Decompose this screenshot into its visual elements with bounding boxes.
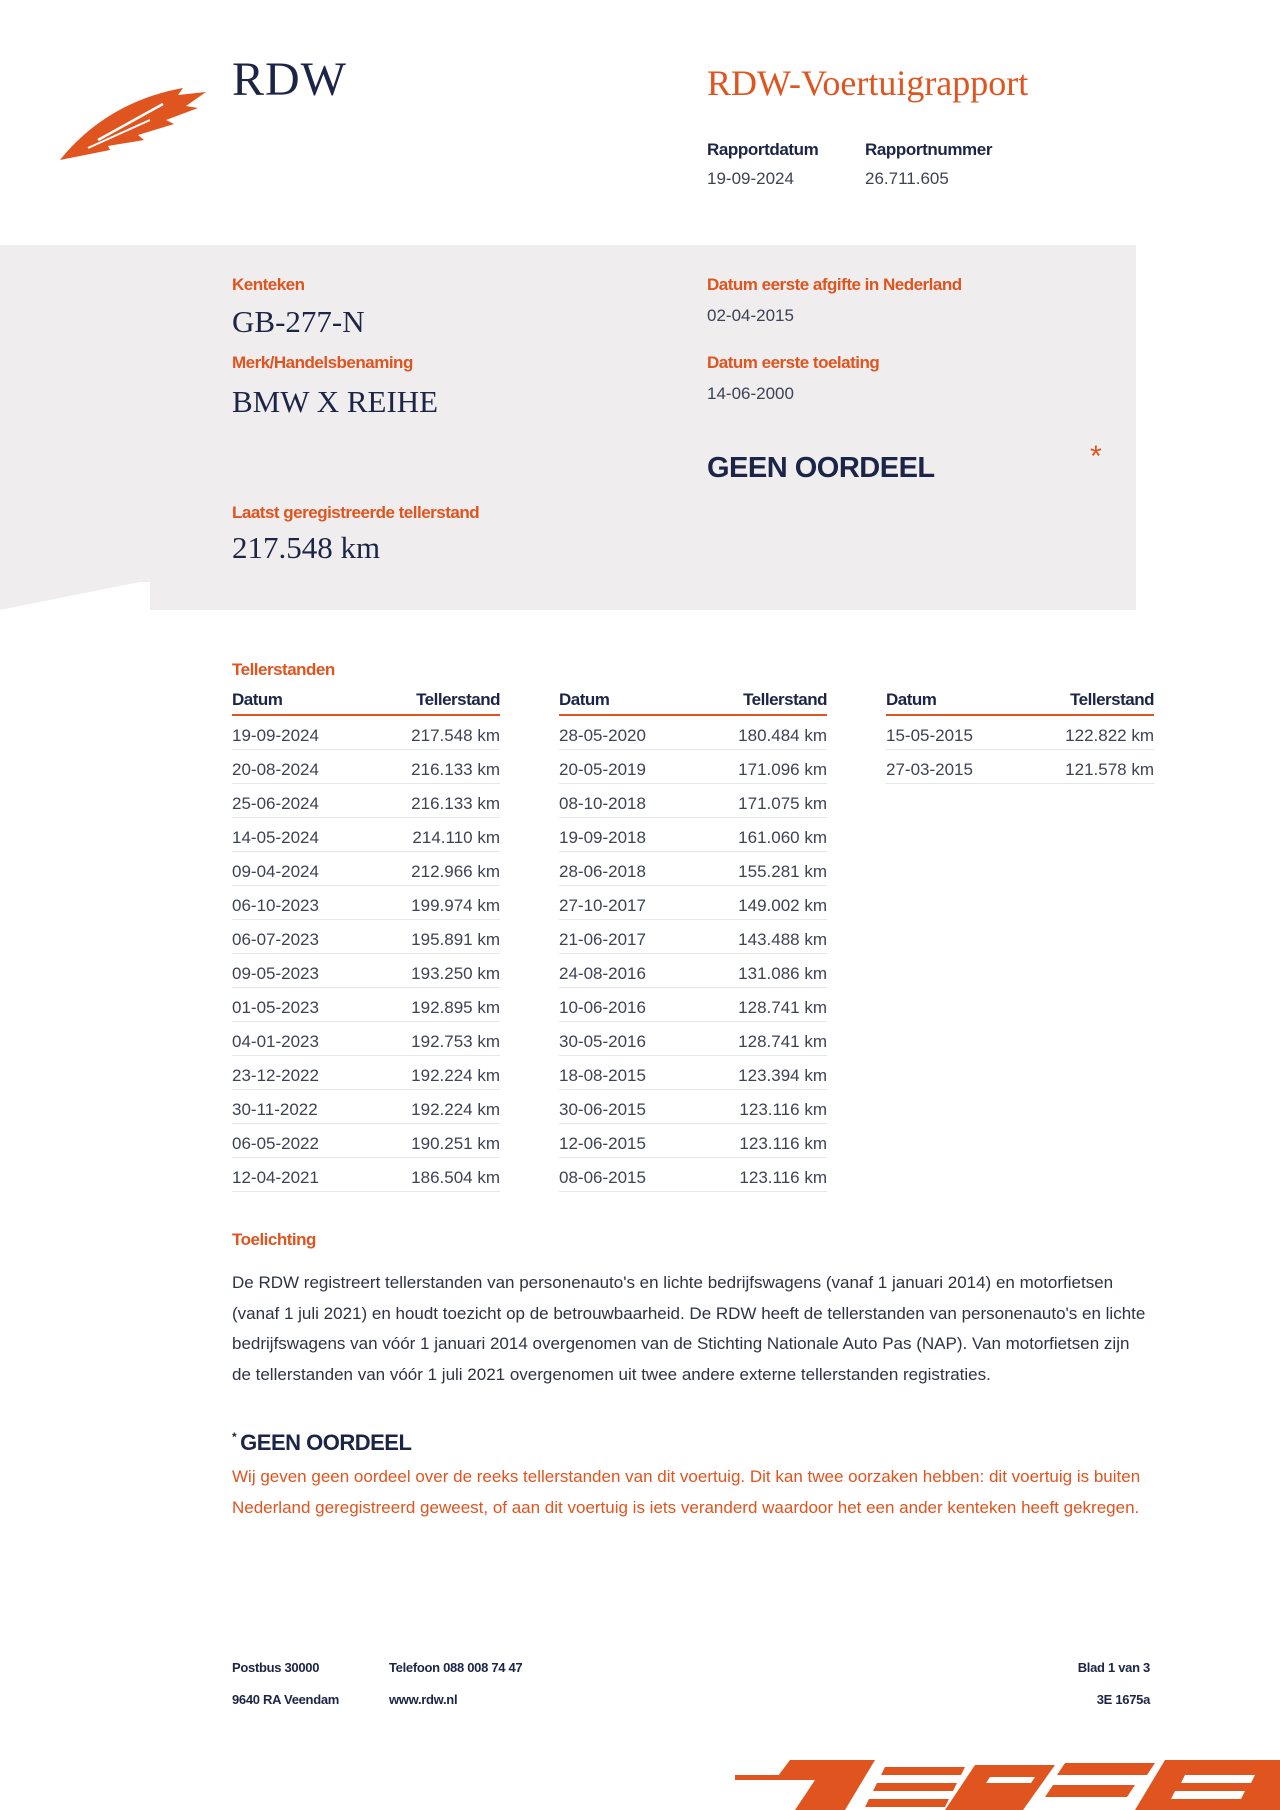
odometer-date: 06-10-2023 (232, 896, 319, 915)
table-row (559, 1124, 827, 1158)
odometer-km: 123.394 km (738, 1066, 827, 1085)
odometer-km: 216.133 km (411, 794, 500, 813)
table-row (232, 784, 500, 818)
table-row (559, 1022, 827, 1056)
odometer-date: 28-05-2020 (559, 726, 646, 745)
note-text: Wij geven geen oordeel over de reeks tellerstanden van dit voertuig. Dit kan twee oorzaken hebben: dit voertuig is buiten Nederland geregistreerd geweest, of aan dit voertuig is iets veranderd waardoor het een ander kenteken heeft gekregen. (232, 1467, 1141, 1517)
odometer-date: 25-06-2024 (232, 794, 319, 813)
odometer-table-2 (559, 690, 827, 1192)
table-row (559, 784, 827, 818)
rdw-logo-icon (58, 80, 208, 165)
table-row (886, 716, 1154, 750)
report-date: 19-09-2024 (707, 169, 794, 188)
table-row (232, 716, 500, 750)
col-km: Tellerstand (1070, 690, 1154, 709)
odometer-km: 128.741 km (738, 1032, 827, 1051)
col-date: Datum (232, 690, 283, 709)
odometer-date: 12-04-2021 (232, 1168, 319, 1187)
first-nl-label: Datum eerste afgifte in Nederland (707, 275, 962, 294)
brand-name: RDW (232, 53, 347, 106)
odometer-date: 19-09-2024 (232, 726, 319, 745)
odometer-km: 216.133 km (411, 760, 500, 779)
odometer-km: 199.974 km (411, 896, 500, 915)
odometer-km: 123.116 km (739, 1168, 827, 1187)
table-row (232, 954, 500, 988)
table-row (232, 1056, 500, 1090)
explanation-heading: Toelichting (232, 1230, 316, 1249)
footer-code: 3E 1675a (1096, 1692, 1150, 1707)
col-date: Datum (886, 690, 937, 709)
odometer-km: 214.110 km (412, 828, 500, 847)
odometer-km: 192.753 km (411, 1032, 500, 1051)
table-row (559, 920, 827, 954)
odometer-date: 23-12-2022 (232, 1066, 319, 1085)
odometer-date: 27-10-2017 (559, 896, 646, 915)
table-row (232, 1022, 500, 1056)
odometer-date: 19-09-2018 (559, 828, 646, 847)
odometer-date: 24-08-2016 (559, 964, 646, 983)
report-number-label: Rapportnummer (865, 140, 993, 159)
odometer-km: 186.504 km (411, 1168, 500, 1187)
footer-web: www.rdw.nl (389, 1692, 458, 1707)
plate-label: Kenteken (232, 275, 305, 294)
odometer-km: 123.116 km (739, 1100, 827, 1119)
odometer-km: 161.060 km (738, 828, 827, 847)
odometer-km: 131.086 km (738, 964, 827, 983)
table-row (232, 886, 500, 920)
table-header (559, 690, 827, 716)
first-admission-label: Datum eerste toelating (707, 353, 880, 372)
verdict-star: * (1090, 440, 1102, 473)
odometer-km: 193.250 km (411, 964, 500, 983)
odometer-km: 192.224 km (411, 1066, 500, 1085)
report-date-label: Rapportdatum (707, 140, 819, 159)
odometer-date: 20-08-2024 (232, 760, 319, 779)
plate-value: GB-277-N (232, 304, 365, 339)
odometer-date: 12-06-2015 (559, 1134, 646, 1153)
report-title: RDW-Voertuigrapport (707, 63, 1029, 103)
table-row (232, 1124, 500, 1158)
note-title-text: GEEN OORDEEL (240, 1430, 412, 1455)
odometer-km: 121.578 km (1065, 760, 1154, 779)
odometer-table-3 (886, 690, 1154, 784)
last-odometer-label: Laatst geregistreerde tellerstand (232, 503, 480, 522)
table-row (559, 988, 827, 1022)
odometer-date: 06-05-2022 (232, 1134, 319, 1153)
footer-postbus: Postbus 30000 (232, 1660, 320, 1675)
odometer-km: 149.002 km (738, 896, 827, 915)
col-date: Datum (559, 690, 610, 709)
odometer-km: 192.895 km (411, 998, 500, 1017)
table-row (559, 886, 827, 920)
table-row (559, 1056, 827, 1090)
odometer-km: 171.096 km (738, 760, 827, 779)
odometer-date: 30-11-2022 (232, 1100, 318, 1119)
odometer-date: 08-06-2015 (559, 1168, 646, 1187)
odometer-date: 14-05-2024 (232, 828, 319, 847)
table-row (232, 750, 500, 784)
note-star: * (232, 1430, 237, 1444)
table-header (886, 690, 1154, 716)
table-row (559, 1158, 827, 1192)
table-row (886, 750, 1154, 784)
odometer-heading: Tellerstanden (232, 660, 335, 679)
col-km: Tellerstand (743, 690, 827, 709)
table-row (559, 716, 827, 750)
table-row (232, 1090, 500, 1124)
col-km: Tellerstand (416, 690, 500, 709)
table-row (559, 818, 827, 852)
table-row (232, 920, 500, 954)
footer-page: Blad 1 van 3 (1077, 1660, 1150, 1675)
table-row (559, 750, 827, 784)
table-row (559, 1090, 827, 1124)
table-header (232, 690, 500, 716)
table-row (232, 1158, 500, 1192)
odometer-km: 180.484 km (738, 726, 827, 745)
footer-phone: Telefoon 088 008 74 47 (389, 1660, 523, 1675)
odometer-km: 217.548 km (411, 726, 500, 745)
odometer-date: 06-07-2023 (232, 930, 319, 949)
odometer-km: 190.251 km (411, 1134, 500, 1153)
odometer-date: 08-10-2018 (559, 794, 646, 813)
make-value: BMW X REIHE (232, 384, 439, 419)
odometer-km: 171.075 km (738, 794, 827, 813)
odometer-date: 04-01-2023 (232, 1032, 319, 1051)
odometer-table-1 (232, 690, 500, 1192)
table-row (232, 818, 500, 852)
report-number: 26.711.605 (865, 169, 949, 188)
odometer-km: 192.224 km (411, 1100, 500, 1119)
odometer-km: 212.966 km (411, 862, 500, 881)
table-row (232, 852, 500, 886)
odometer-date: 10-06-2016 (559, 998, 646, 1017)
odometer-date: 30-05-2016 (559, 1032, 646, 1051)
first-admission-value: 14-06-2000 (707, 384, 794, 403)
odometer-date: 01-05-2023 (232, 998, 319, 1017)
last-odometer-value: 217.548 km (232, 530, 381, 565)
odometer-date: 20-05-2019 (559, 760, 646, 779)
odometer-km: 195.891 km (411, 930, 500, 949)
verdict: GEEN OORDEEL (707, 452, 935, 484)
odometer-date: 21-06-2017 (559, 930, 646, 949)
odometer-km: 128.741 km (738, 998, 827, 1017)
footer-city: 9640 RA Veendam (232, 1692, 340, 1707)
odometer-km: 155.281 km (738, 862, 827, 881)
table-row (232, 988, 500, 1022)
table-row (559, 852, 827, 886)
odometer-date: 09-04-2024 (232, 862, 319, 881)
odometer-date: 27-03-2015 (886, 760, 973, 779)
table-row (559, 954, 827, 988)
odometer-date: 09-05-2023 (232, 964, 319, 983)
explanation-text: De RDW registreert tellerstanden van personenauto's en lichte bedrijfswagens (vanaf 1 januari 2014) en motorfietsen (vanaf 1 juli 2021) en houdt toezicht op de betrouwbaarheid. De RDW heeft de tellerstanden van personenauto's en lichte bedrijfswagens van vóór 1 januari 2014 overgenomen van de Stichting Nationale Auto Pas (NAP). Van motorfietsen zijn de tellerstanden van vóór 1 juli 2021 overgenomen uit twee andere externe tellerstanden registraties. (232, 1273, 1146, 1384)
odometer-date: 28-06-2018 (559, 862, 646, 881)
odometer-km: 122.822 km (1065, 726, 1154, 745)
odometer-km: 123.116 km (739, 1134, 827, 1153)
note-title (232, 1430, 411, 1456)
summary-panel (0, 245, 1136, 610)
odometer-date: 18-08-2015 (559, 1066, 646, 1085)
rdw-stripes-graphic-icon (735, 1755, 1280, 1810)
odometer-date: 15-05-2015 (886, 726, 973, 745)
first-nl-value: 02-04-2015 (707, 306, 794, 325)
odometer-date: 30-06-2015 (559, 1100, 646, 1119)
odometer-km: 143.488 km (738, 930, 827, 949)
make-label: Merk/Handelsbenaming (232, 353, 413, 372)
